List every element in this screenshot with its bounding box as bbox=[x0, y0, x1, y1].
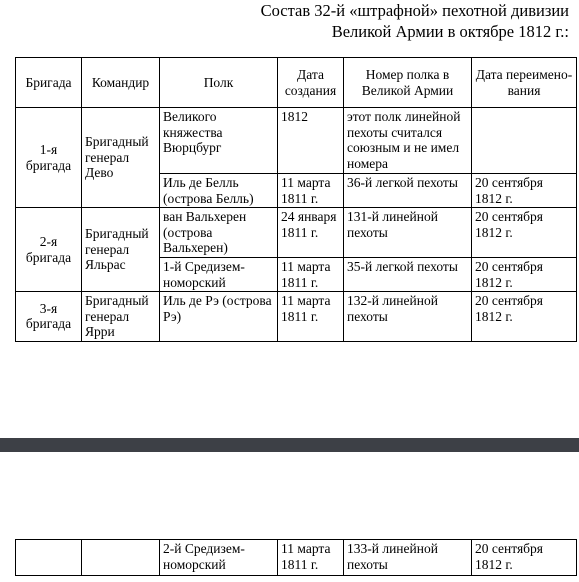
created-cell: 11 марта 1811 г. bbox=[278, 258, 344, 292]
renamed-cell: 20 сентября 1812 г. bbox=[472, 292, 577, 342]
header-number: Номер полка в Великой Армии bbox=[344, 58, 472, 108]
regiment-cell: ван Вальхерен (острова Вальхерен) bbox=[160, 208, 278, 258]
renamed-cell: 20 сентября 1812 г. bbox=[472, 258, 577, 292]
header-regiment: Полк bbox=[160, 58, 278, 108]
regiment-cell: 2-й Средизем-номорский bbox=[160, 540, 278, 576]
commander-cell: Бригадный генерал Ярри bbox=[82, 292, 160, 342]
division-table bbox=[15, 57, 577, 342]
brigade-cell: 2-я бригада bbox=[16, 208, 82, 292]
renamed-cell: 20 сентября 1812 г. bbox=[472, 540, 577, 576]
regiment-cell: Великого княжества Вюрцбург bbox=[160, 108, 278, 174]
brigade-cell bbox=[16, 540, 82, 576]
number-cell: 131-й линейной пехоты bbox=[344, 208, 472, 258]
table-row bbox=[16, 208, 577, 258]
brigade-cell: 3-я бригада bbox=[16, 292, 82, 342]
commander-cell: Бригадный генерал Яльрас bbox=[82, 208, 160, 292]
renamed-cell: 20 сентября 1812 г. bbox=[472, 174, 577, 208]
number-cell: этот полк линейной пехоты считался союзным и не имел номера bbox=[344, 108, 472, 174]
created-cell: 11 марта 1811 г. bbox=[278, 540, 344, 576]
table-row bbox=[16, 540, 577, 576]
created-cell: 24 января 1811 г. bbox=[278, 208, 344, 258]
regiment-cell: Иль де Рэ (острова Рэ) bbox=[160, 292, 278, 342]
table-header-row bbox=[16, 58, 577, 108]
created-cell: 1812 bbox=[278, 108, 344, 174]
renamed-cell: 20 сентября 1812 г. bbox=[472, 208, 577, 258]
table-row bbox=[16, 108, 577, 174]
number-cell: 35-й легкой пехоты bbox=[344, 258, 472, 292]
commander-cell bbox=[82, 540, 160, 576]
title-line-1: Состав 32-й «штрафной» пехотной дивизии bbox=[260, 1, 569, 20]
continuation-table bbox=[15, 539, 577, 576]
commander-cell: Бригадный генерал Дево bbox=[82, 108, 160, 208]
table-row bbox=[16, 292, 577, 342]
created-cell: 11 марта 1811 г. bbox=[278, 174, 344, 208]
created-cell: 11 марта 1811 г. bbox=[278, 292, 344, 342]
regiment-cell: 1-й Средизем-номорский bbox=[160, 258, 278, 292]
document-title bbox=[261, 0, 569, 42]
header-renamed: Дата переимено-вания bbox=[472, 58, 577, 108]
header-created: Дата создания bbox=[278, 58, 344, 108]
number-cell: 36-й легкой пехоты bbox=[344, 174, 472, 208]
title-line-2: Великой Армии в октябре 1812 г.: bbox=[331, 22, 569, 41]
header-brigade: Бригада bbox=[16, 58, 82, 108]
brigade-cell: 1-я бригада bbox=[16, 108, 82, 208]
regiment-cell: Иль де Белль (острова Белль) bbox=[160, 174, 278, 208]
number-cell: 133-й линейной пехоты bbox=[344, 540, 472, 576]
number-cell: 132-й линейной пехоты bbox=[344, 292, 472, 342]
renamed-cell bbox=[472, 108, 577, 174]
page-break bbox=[0, 438, 579, 452]
header-commander: Командир bbox=[82, 58, 160, 108]
